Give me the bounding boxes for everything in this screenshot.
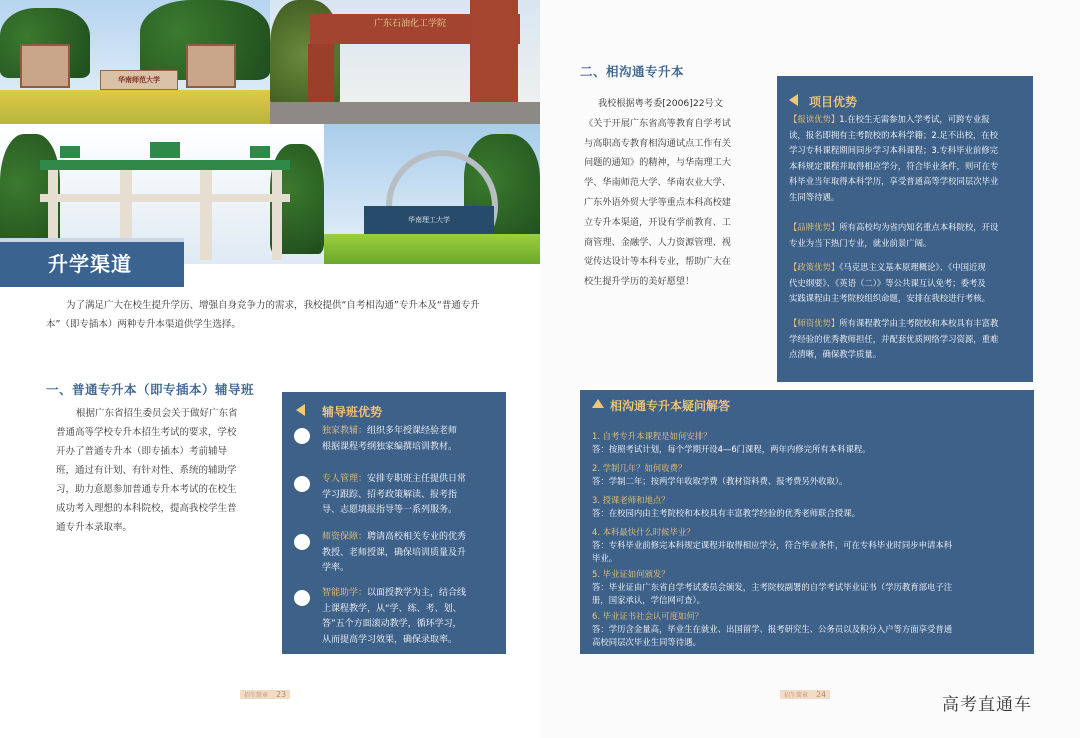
body-line: 立专升本渠道，开设有学前教育、工 (584, 216, 731, 228)
advantage-text: 根据课程考纲独家编撰培训教材。 (322, 441, 458, 452)
project-advantage-para (789, 316, 1027, 363)
bullet-circle-icon (294, 590, 310, 606)
advantage-item (322, 530, 508, 577)
advantage-item (322, 424, 508, 455)
advantage-text: 组织多年授课经验老师 (367, 426, 458, 436)
qa-answer (592, 443, 1022, 456)
section1-body (56, 404, 270, 537)
project-advantages-box (777, 76, 1033, 382)
campus-photo-arc-sculpture (324, 124, 540, 264)
page-number: 23 (275, 690, 287, 699)
advantage-text: 学习专科课程期间同步学习本科课程；3.专科毕业前修完 (789, 145, 998, 156)
advantage-text: 以面授教学为主，结合线 (367, 588, 467, 598)
body-line: 与高职高专教育相沟通试点工作有关 (584, 137, 731, 149)
page-label: 招生简章 (784, 692, 809, 699)
qa-answer-line: 答：在校园内由主考院校和本校具有丰富教学经验的优秀老师联合授课。 (592, 508, 860, 518)
project-advantage-para (789, 260, 1027, 307)
advantage-text: 实践课程由主考院校组织命题，安排在我校进行考核。 (789, 293, 990, 304)
advantage-text: 科毕业当年取得本科学历，享受普通高等学校同层次毕业 (789, 176, 999, 187)
section-banner (0, 238, 184, 287)
project-advantage-para (789, 220, 1027, 251)
photo-sculpture-sign: 华南理工大学 (364, 206, 494, 234)
body-line: 成功考入理想的本科院校，提高我校学生普 (56, 503, 237, 514)
advantage-item (322, 586, 508, 648)
body-line: 觉传达设计等本科专业，帮助广大在 (584, 256, 731, 268)
body-line: 通专升本录取率。 (56, 522, 133, 533)
watermark-text: 高考直通车 (942, 695, 1032, 715)
advantage-label: 独家教辅： (322, 426, 368, 436)
advantage-text: 教授、老师授课，确保培训质量及升 (322, 547, 467, 558)
qa-question: 2. 学制几年？如何收费？ (592, 463, 687, 473)
bullet-circle-icon (294, 428, 310, 444)
advantage-text: 上课程教学，从“学、练、考、划、 (322, 603, 462, 614)
page-number-right (780, 690, 830, 699)
body-line: 开办了普通专升本（即专插本）考前辅导 (56, 446, 228, 457)
qa-question: 5. 毕业证如何颁发？ (592, 569, 670, 579)
advantage-text: 本科规定课程并取得相应学分，符合毕业条件，则可在专 (789, 160, 999, 171)
qa-answer (592, 581, 1022, 607)
qa-question: 3. 授课老师和地点？ (592, 495, 670, 505)
qa-box (580, 390, 1034, 654)
body-line: 学、华南师范大学、华南农业大学、 (584, 177, 731, 189)
bullet-circle-icon (294, 534, 310, 550)
body-line: 班，通过有计划、有针对性、系统的辅助学 (56, 465, 237, 476)
intro-line: 为了满足广大在校生提升学历、增强自身竞争力的需求，我校提供“自考相沟通”专升本及“普通专升 (66, 300, 480, 311)
qa-answer-line: 答：学历含金量高，毕业生在就业、出国留学、报考研究生、公务员以及积分入户等方面享受普通 (592, 624, 953, 634)
page-number: 24 (815, 690, 827, 699)
advantage-text: 代史纲要》、《英语（二）》等公共课互认免考；委考及 (789, 277, 986, 288)
advantage-label: 【政策优势】 (789, 262, 840, 272)
advantage-text: 学经验的优秀教师担任，并配套优质网络学习资源，重难 (789, 333, 999, 344)
advantage-text: 学习跟踪、招考政策解读、报考指 (322, 489, 458, 500)
triangle-up-icon (592, 399, 604, 408)
advantage-label: 师资保障： (322, 532, 368, 542)
qa-answer-line: 答：专科毕业前修完本科规定课程并取得相应学分，符合毕业条件，可在专科毕业时同步申请本科 (592, 540, 953, 550)
intro-paragraph (46, 296, 516, 334)
advantage-text: 所有高校均为省内知名重点本科院校，开设 (839, 222, 999, 232)
page-label: 招生简章 (244, 692, 269, 699)
section1-heading: 一、普通专升本（即专插本）辅导班 (46, 382, 255, 397)
body-line: 根据广东省招生委员会关于做好广东省 (76, 408, 238, 419)
body-line: 我校根据粤考委[2006]22号文 (598, 98, 723, 109)
qa-answer-line: 册，国家承认，学信网可查）。 (592, 595, 706, 605)
advantage-label: 专人管理： (322, 474, 368, 484)
advantage-text: 所有课程教学由主考院校和本校具有丰富教 (839, 318, 999, 328)
body-line: 普通高等学校专升本招生考试的要求，学校 (56, 427, 237, 438)
advantage-text: 《马克思主义基本原理概论》、《中国近现 (839, 262, 986, 272)
advantage-label: 【报读优势】 (789, 114, 840, 124)
section2-heading: 二、相沟通专升本 (580, 64, 685, 79)
page-number-left (240, 690, 290, 699)
body-line: 《关于开展广东省高等教育自学考试 (584, 117, 731, 129)
advantage-text: 导、志愿填报指导等一系列服务。 (322, 505, 458, 515)
photo-university-sign: 华南师范大学 (100, 70, 178, 90)
qa-answer-line: 答：按照考试计划，每个学期开设4—6门课程，两年内修完所有本科课程。 (592, 444, 871, 454)
body-line: 商管理、金融学、人力资源管理、视 (584, 236, 731, 248)
qa-answer-line: 高校同层次毕业生同等待遇。 (592, 637, 701, 647)
bullet-circle-icon (294, 476, 310, 492)
qa-answer-line: 毕业。 (592, 553, 618, 563)
advantage-text: 点清晰，确保教学质量。 (789, 349, 882, 360)
advantage-item (322, 472, 508, 519)
photo-gate-lettering: 广东石油化工学院 (373, 19, 446, 29)
advantage-label: 智能助学： (322, 588, 368, 598)
intro-line: 本”（即专插本）两种专升本渠道供学生选择。 (46, 319, 241, 330)
advantages-box-title: 辅导班优势 (322, 405, 383, 419)
advantage-text: 聘请高校相关专业的优秀 (367, 532, 467, 542)
project-box-title: 项目优势 (809, 95, 858, 109)
project-advantage-para (789, 112, 1027, 206)
advantage-label: 【品牌优势】 (789, 222, 840, 232)
qa-answer (592, 475, 1022, 488)
qa-answer-line: 答：学制二年；按两学年收取学费（教材资料费、报考费另外收取）。 (592, 476, 848, 486)
body-line: 广东外语外贸大学等重点本科高校建 (584, 196, 731, 208)
qa-answer (592, 539, 1022, 565)
campus-photo-red-gate (270, 0, 540, 124)
body-line: 问题的通知》的精神，与华南理工大 (584, 157, 731, 169)
advantage-text: 生同等待遇。 (789, 191, 840, 202)
qa-answer-line: 答：毕业证由广东省自学考试委员会颁发，主考院校副署的自学考试毕业证书（学历教育部电子注 (592, 582, 953, 592)
advantage-text: 学率。 (322, 563, 350, 573)
right-page (540, 0, 1080, 738)
advantage-text: 1.在校生无需参加入学考试，可跨专业报 (839, 114, 990, 124)
advantage-text: 答”五个方面滚动教学，循环学习， (322, 619, 462, 629)
qa-question: 1. 自考专升本课程是如何安排？ (592, 431, 712, 441)
section2-body (584, 94, 792, 292)
qa-answer (592, 507, 1022, 520)
advantage-text: 安排专职班主任提供日常 (367, 474, 467, 484)
banner-title: 升学渠道 (48, 252, 132, 276)
tutoring-advantages-box (282, 392, 506, 654)
advantage-text: 从而提高学习效果，确保录取率。 (322, 634, 458, 645)
body-line: 习，助力意愿参加普通专升本考试的在校生 (56, 484, 237, 495)
qa-box-title: 相沟通专升本疑问解答 (610, 399, 731, 413)
campus-photo-gate-sign (0, 0, 270, 124)
qa-question: 4. 本科最快什么时候毕业？ (592, 527, 695, 537)
advantage-label: 【师资优势】 (789, 318, 840, 328)
qa-answer (592, 623, 1022, 649)
advantage-text: 读，报名即拥有主考院校的本科学籍；2.足不出校，在校 (789, 129, 998, 140)
body-line: 校生提升学历的美好愿望！ (584, 276, 695, 288)
triangle-left-icon (789, 94, 798, 106)
triangle-left-icon (296, 404, 305, 416)
qa-question: 6. 毕业证书社会认可度如何？ (592, 611, 704, 621)
advantage-text: 专业为当下热门专业，就业前景广阔。 (789, 237, 932, 248)
